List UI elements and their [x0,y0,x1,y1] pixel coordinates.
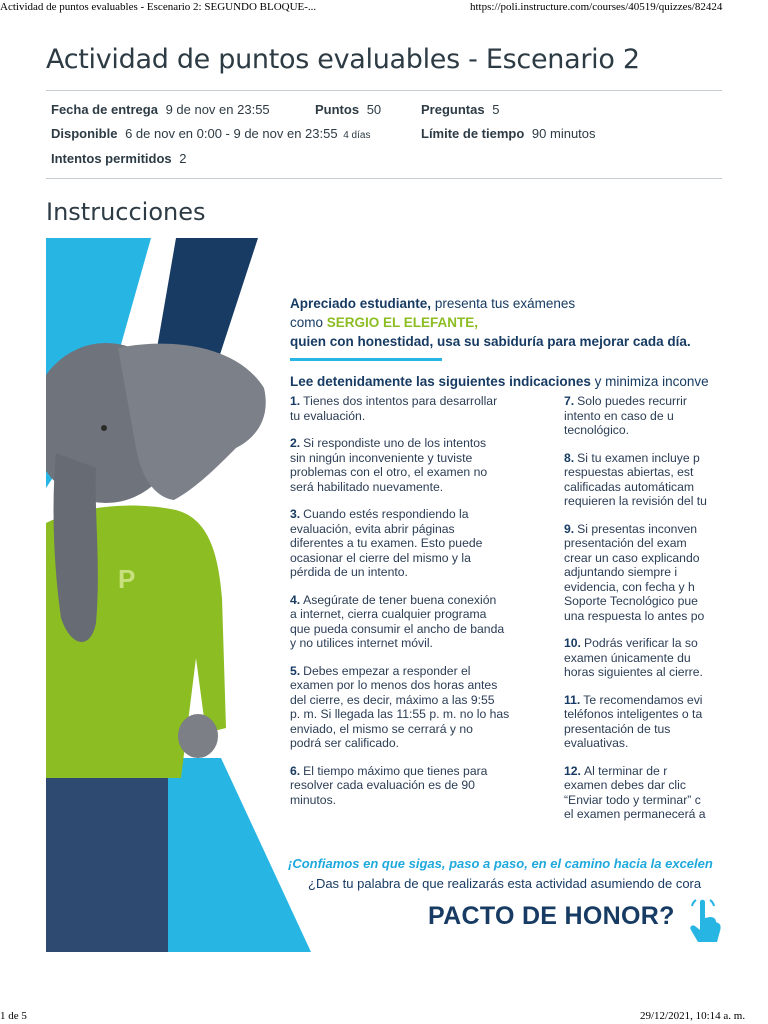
instruction-number: 1. [290,394,301,408]
attempts [51,151,186,166]
print-header [0,1,768,15]
word-line: ¿Das tu palabra de que realizarás esta actividad asumiendo de cora [308,876,702,891]
instruction-number: 3. [290,507,301,521]
instruction-text: del cierre, es decir, máximo a las 9:55 [290,692,495,707]
instruction-text: Solo puedes recurrir [577,394,687,408]
instruction-text: requieren la revisión del tu [564,494,707,508]
instruction-item [564,693,722,751]
attempts-value: 2 [179,151,187,166]
greeting-block [290,294,691,351]
questions-label: Preguntas [421,102,485,117]
instruction-item [290,394,530,423]
greeting-honesty: quien con honestidad, usa su sabiduría para mejorar cada día. [290,334,691,349]
elephant-fist [178,714,218,758]
instruction-item [290,507,530,580]
print-header-url: https://poli.instructure.com/courses/40519/quizzes/82424 [470,1,723,13]
instruction-item [290,664,530,751]
instruction-text: crear un caso explicando [564,550,700,565]
points-label: Puntos [315,102,360,117]
instruction-text: calificadas automáticam [564,479,695,494]
availability-value: 6 de nov en 0:00 - 9 de nov en 23:55 [125,126,338,141]
instruction-text: enviado, el mismo se cerrará y no [290,721,473,736]
page-title: Actividad de puntos evaluables - Escenario 2 [46,44,640,75]
points [315,102,381,117]
instruction-number: 12. [564,763,581,778]
instruction-number: 6. [290,763,301,778]
instruction-text: “Enviar todo y terminar” c [564,792,701,807]
time-limit-value: 90 minutos [531,126,596,141]
instruction-text: tecnológico. [564,423,630,437]
print-header-title: Actividad de puntos evaluables - Escenario 2: SEGUNDO BLOQUE-... [0,1,317,13]
questions-value: 5 [492,102,500,117]
lead-line [290,374,709,389]
instruction-item [564,522,722,624]
time-limit [421,126,596,141]
instruction-item [564,764,722,822]
instruction-text: resolver cada evaluación es de 90 [290,778,475,792]
instruction-text: Soporte Tecnológico pue [564,594,698,608]
instruction-text: p. m. Si llegada las 11:55 p. m. no lo has [290,707,510,721]
divider [46,90,722,91]
instruction-number: 11. [564,692,581,707]
instruction-text: el examen permanecerá a [564,807,706,821]
greeting-bold: Apreciado estudiante, [290,296,432,311]
attempts-label: Intentos permitidos [51,151,172,166]
hoodie-logo: P [118,564,136,594]
instruction-text: respuestas abiertas, est [564,465,694,479]
instruction-number: 8. [564,450,575,465]
instruction-text: problemas con el otro, el examen no [290,465,488,479]
time-limit-label: Límite de tiempo [421,126,525,141]
divider [46,178,722,179]
instruction-text: adjuntando siempre i [564,565,678,579]
instruction-text: Podrás verificar la so [583,636,698,650]
instruction-number: 2. [290,436,301,450]
jeans [46,763,168,952]
page-number: 1 de 5 [0,1010,27,1022]
questions [421,102,499,117]
due-date-value: 9 de nov en 23:55 [165,102,270,117]
instructions-poster [46,238,722,952]
instruction-item [564,636,722,680]
instruction-text: Si respondiste uno de los intentos [303,436,487,450]
honor-pact-heading: PACTO DE HONOR? [428,902,675,930]
instruction-text: Debes empezar a responder el [303,663,471,678]
instruction-number: 9. [564,521,575,536]
points-value: 50 [366,102,382,117]
due-date-label: Fecha de entrega [51,102,158,117]
instruction-text: Cuando estés respondiendo la [303,507,469,521]
greeting-como: como [290,315,324,330]
instruction-text: tu evaluación. [290,408,366,423]
instruction-text: El tiempo máximo que tienes para [303,763,488,778]
instruction-text: examen por lo menos dos horas antes [290,678,498,692]
due-date [51,102,270,117]
availability-days: 4 días [343,130,371,141]
instruction-text: a internet, cierra cualquier programa [290,607,487,621]
instruction-text: pérdida de un intento. [290,565,408,579]
instruction-number: 10. [564,636,581,650]
instruction-text: horas siguientes al cierre. [564,665,703,679]
instruction-text: una respuesta lo antes po [564,608,705,623]
instructions-left-column [290,394,530,820]
accent-underline [290,358,442,361]
instruction-text: minutos. [290,792,337,807]
instruction-text: diferentes a tu examen. Esto puede [290,536,483,550]
instruction-number: 5. [290,663,301,678]
instruction-item [290,764,530,808]
pointing-hand-icon [686,898,722,946]
instruction-text: presentación de tus [564,721,671,736]
instruction-text: Asegúrate de tener buena conexión [303,592,497,607]
instruction-number: 7. [564,394,575,408]
instruction-item [564,451,722,509]
trust-line: ¡Confiamos en que sigas, paso a paso, en el camino hacia la excelen [288,856,713,871]
instruction-item [564,394,722,438]
instruction-text: y no utilices internet móvil. [290,636,433,650]
lead-bold: Lee detenidamente las siguientes indicaciones [290,374,591,389]
instruction-text: que pueda consumir el ancho de banda [290,621,505,636]
instruction-text: examen debes dar clic [564,778,686,792]
instruction-text: presentación del exam [564,536,687,550]
instruction-text: intento en caso de u [564,408,674,423]
instruction-text: teléfonos inteligentes o ta [564,707,703,721]
instruction-text: Si presentas inconven [577,521,698,536]
instruction-number: 4. [290,592,301,607]
elephant-eye [101,425,107,431]
instruction-text: evidencia, con fecha y h [564,579,695,594]
print-footer [0,1010,768,1024]
instruction-text: evaluación, evita abrir páginas [290,521,455,536]
print-datetime: 29/12/2021, 10:14 a. m. [640,1010,746,1022]
instruction-text: examen únicamente du [564,650,691,665]
greeting-highlight: SERGIO EL ELEFANTE, [326,315,479,330]
instruction-item [290,436,530,494]
instruction-text: Si tu examen incluye p [577,450,700,465]
instruction-text: evaluativas. [564,736,629,750]
greeting-rest: presenta tus exámenes [434,296,576,311]
instruction-text: será habilitado nuevamente. [290,479,444,494]
availability [51,126,370,141]
instruction-text: Te recomendamos evi [583,692,703,707]
instruction-text: Al terminar de r [583,763,668,778]
instructions-right-column [564,394,722,835]
instruction-text: Tienes dos intentos para desarrollar [303,394,498,408]
instructions-heading: Instrucciones [46,198,206,226]
availability-label: Disponible [51,126,118,141]
lead-rest: y minimiza inconve [594,374,709,389]
instruction-text: ocasionar el cierre del mismo y la [290,550,471,565]
instruction-text: podrá ser calificado. [290,736,400,750]
instruction-item [290,593,530,651]
instruction-text: sin ningún inconveniente y tuviste [290,450,473,465]
